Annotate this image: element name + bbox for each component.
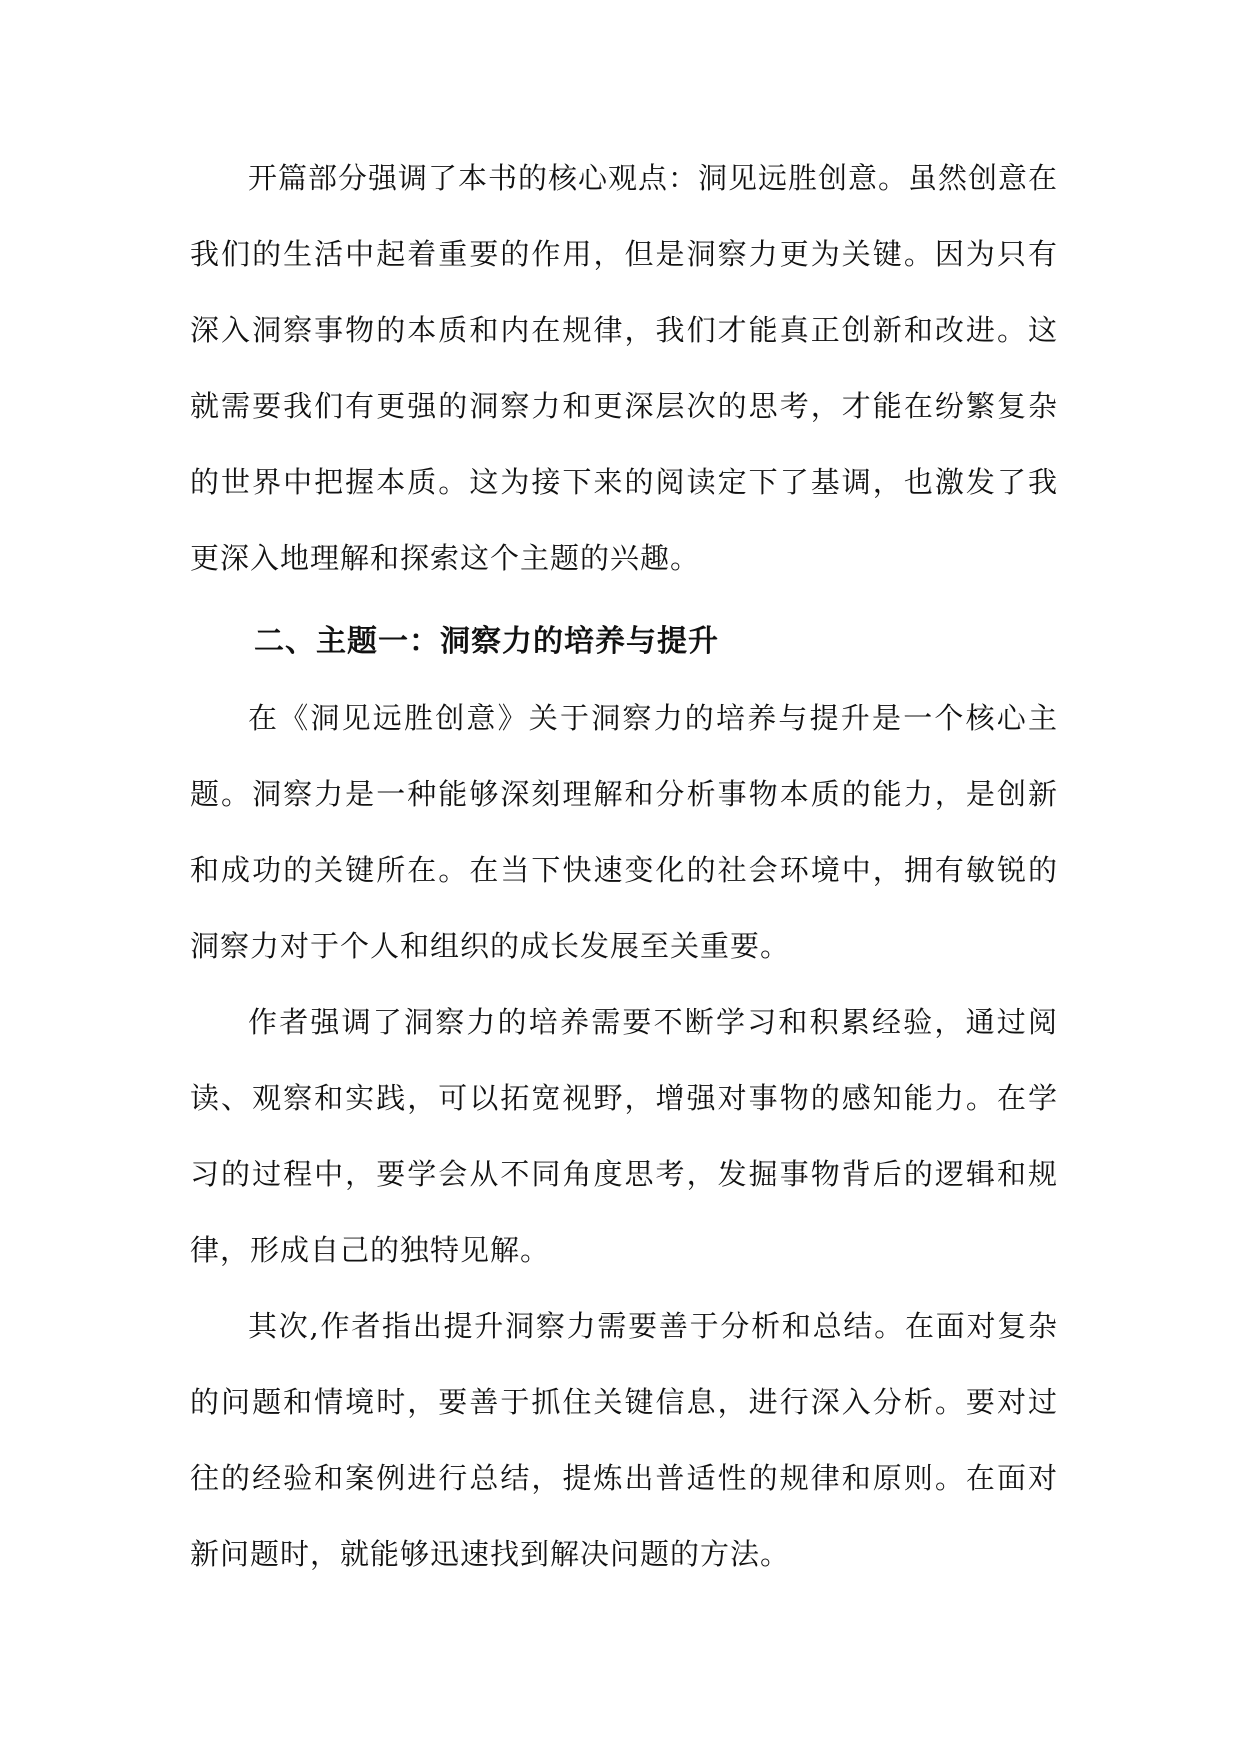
document-body	[190, 140, 1058, 1592]
intro-paragraph: 开篇部分强调了本书的核心观点：洞见远胜创意。虽然创意在我们的生活中起着重要的作用，但是洞察力更为关键。因为只有深入洞察事物的本质和内在规律，我们才能真正创新和改进。这就需要我们有更强的洞察力和更深层次的思考，才能在纷繁复杂的世界中把握本质。这为接下来的阅读定下了基调，也激发了我更深入地理解和探索这个主题的兴趣。	[190, 161, 1059, 575]
section-one	[190, 604, 1058, 1592]
section-paragraph-1: 在《洞见远胜创意》关于洞察力的培养与提升是一个核心主题。洞察力是一种能够深刻理解和分析事物本质的能力，是创新和成功的关键所在。在当下快速变化的社会环境中，拥有敏锐的洞察力对于个人和组织的成长发展至关重要。	[190, 701, 1058, 963]
section-heading: 二、主题一：洞察力的培养与提升	[254, 624, 719, 659]
section-paragraph-3: 其次,作者指出提升洞察力需要善于分析和总结。在面对复杂的问题和情境时，要善于抓住关键信息，进行深入分析。要对过往的经验和案例进行总结，提炼出普适性的规律和原则。在面对新问题时，就能够迅速找到解决问题的方法。	[190, 1309, 1058, 1571]
section-paragraph-2: 作者强调了洞察力的培养需要不断学习和积累经验，通过阅读、观察和实践，可以拓宽视野，增强对事物的感知能力。在学习的过程中，要学会从不同角度思考，发掘事物背后的逻辑和规律，形成自己的独特见解。	[190, 1005, 1058, 1267]
